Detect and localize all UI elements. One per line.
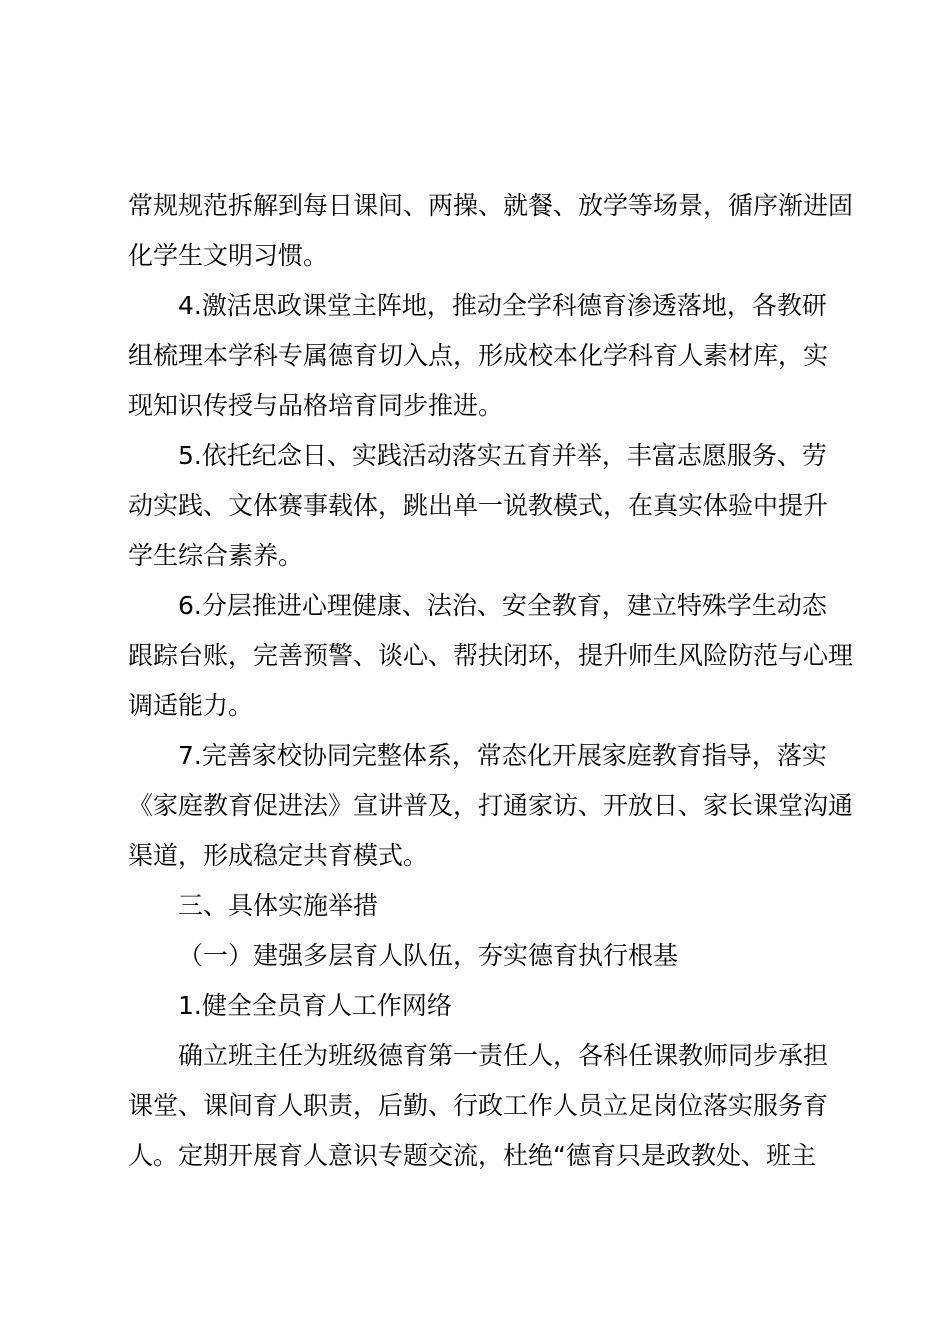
paragraph-line: 常规规范拆解到每日课间、两操、就餐、放学等场景，循序渐进固 bbox=[128, 191, 854, 220]
paragraph-line: 确立班主任为班级德育第一责任人，各科任课教师同步承担 bbox=[178, 1041, 829, 1070]
list-item-5-line: 学生综合素养。 bbox=[128, 541, 304, 570]
list-item-5-line: 5.依托纪念日、实践活动落实五育并举，丰富志愿服务、劳 bbox=[178, 441, 827, 470]
list-item-7-line: 《家庭教育促进法》宣讲普及，打通家访、开放日、家长课堂沟通 bbox=[128, 791, 854, 820]
list-item-4-line: 4.激活思政课堂主阵地，推动全学科德育渗透落地，各教研 bbox=[178, 291, 827, 320]
list-item-7-line: 7.完善家校协同完整体系，常态化开展家庭教育指导，落实 bbox=[178, 741, 827, 770]
list-item-4-line: 现知识传授与品格培育同步推进。 bbox=[128, 391, 504, 420]
list-item-6-line: 6.分层推进心理健康、法治、安全教育，建立特殊学生动态 bbox=[178, 591, 827, 620]
list-item-5-line: 动实践、文体赛事载体，跳出单一说教模式，在真实体验中提升 bbox=[128, 491, 829, 520]
paragraph-line: 人。定期开展育人意识专题交流，杜绝“德育只是政教处、班主 bbox=[128, 1141, 816, 1170]
list-item-6-line: 跟踪台账，完善预警、谈心、帮扶闭环，提升师生风险防范与心理 bbox=[128, 641, 854, 670]
list-item-7-line: 渠道，形成稳定共育模式。 bbox=[128, 841, 429, 870]
list-item-6-line: 调适能力。 bbox=[128, 691, 254, 720]
list-item-4-line: 组梳理本学科专属德育切入点，形成校本化学科育人素材库，实 bbox=[128, 341, 829, 370]
paragraph-line: 化学生文明习惯。 bbox=[128, 241, 329, 270]
sub-subsection-heading: 1.健全全员育人工作网络 bbox=[178, 991, 452, 1020]
paragraph-line: 课堂、课间育人职责，后勤、行政工作人员立足岗位落实服务育 bbox=[128, 1091, 829, 1120]
subsection-heading: （一）建强多层育人队伍，夯实德育执行根基 bbox=[178, 941, 679, 970]
section-heading: 三、具体实施举措 bbox=[178, 891, 379, 920]
